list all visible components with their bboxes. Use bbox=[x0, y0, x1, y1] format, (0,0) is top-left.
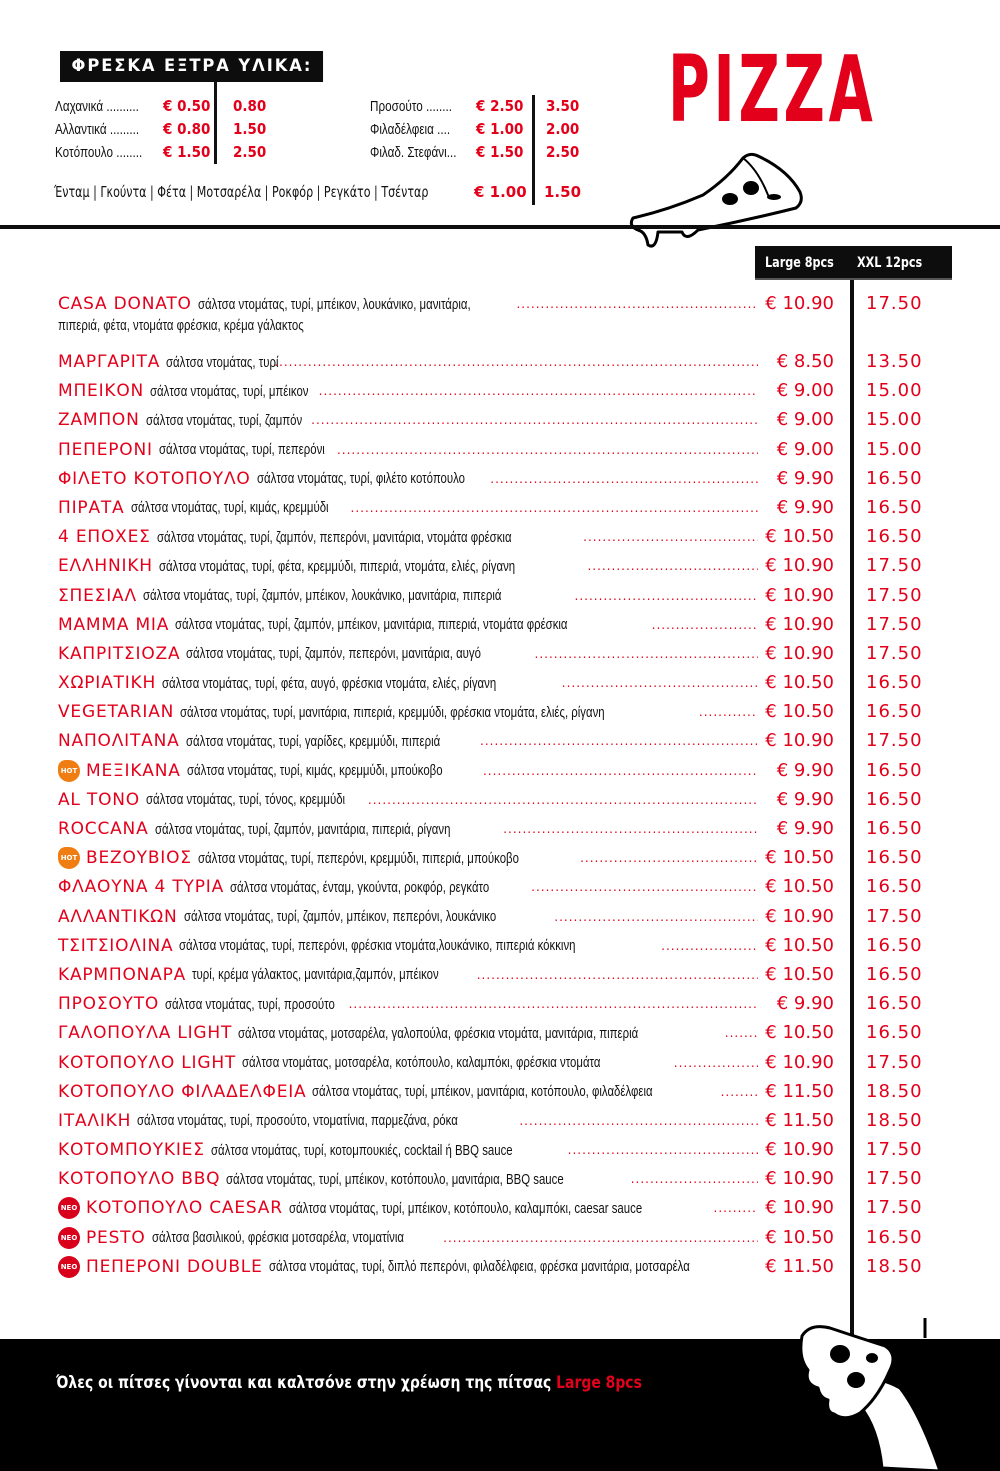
pizza-ingredients: σάλτσα ντομάτας, τυρί, μπέικον bbox=[150, 382, 309, 400]
price-large: € 10.90 bbox=[765, 1139, 834, 1161]
price-xxl: 17.50 bbox=[866, 730, 923, 752]
extra-item-name: Φιλαδέλφεια .... bbox=[370, 121, 451, 138]
pizza-ingredients: σάλτσα ντομάτας, μοτσαρέλα, κοτόπουλο, καλαμπόκι, φρέσκια ντομάτα bbox=[242, 1054, 601, 1071]
extra-price-large: € 0.80 bbox=[163, 120, 211, 138]
pizza-slice-icon bbox=[628, 150, 808, 250]
price-xxl: 15.00 bbox=[866, 438, 923, 460]
dot-leader bbox=[516, 297, 758, 311]
pizza-ingredients: σάλτσα ντομάτας, τυρί, φέτα, αυγό, φρέσκια ντομάτα, ελιές, ρίγανη bbox=[162, 674, 497, 692]
price-xxl: 16.50 bbox=[866, 672, 923, 694]
dot-leader bbox=[562, 676, 758, 690]
menu-item bbox=[58, 728, 958, 757]
price-xxl: 17.50 bbox=[866, 1051, 923, 1073]
dot-leader bbox=[480, 734, 758, 748]
menu-item bbox=[58, 758, 958, 787]
pizza-ingredients: σάλτσα ντομάτας, τυρί, κοτομπουκιές, cocktail ή BBQ sauce bbox=[210, 1141, 513, 1159]
menu-item bbox=[58, 962, 958, 991]
price-large: € 10.90 bbox=[765, 293, 834, 314]
dot-leader bbox=[337, 443, 758, 457]
pizza-name: AL TONO bbox=[58, 789, 140, 810]
pizza-ingredients: σάλτσα ντομάτας, τυρί, ζαμπόν, μανιτάρια, πιπεριά, ρίγανη bbox=[154, 820, 450, 838]
dot-leader bbox=[725, 1026, 758, 1040]
footer-note-highlight: Large 8pcs bbox=[556, 1373, 642, 1393]
price-large: € 11.50 bbox=[765, 1080, 834, 1102]
extra-price-xxl: 2.50 bbox=[233, 143, 267, 161]
dot-leader bbox=[274, 355, 758, 369]
menu-item bbox=[58, 904, 958, 933]
pizza-name: ΦΙΛΕΤΟ ΚΟΤΟΠΟΥΛΟ bbox=[58, 468, 251, 489]
extra-item bbox=[370, 118, 600, 140]
dot-leader bbox=[721, 1085, 758, 1099]
price-xxl: 16.50 bbox=[866, 467, 923, 489]
size-large-label: Large 8pcs bbox=[765, 255, 834, 271]
extra-item-name: Προσούτο ........ bbox=[370, 98, 452, 115]
extra-item bbox=[55, 118, 285, 140]
pizza-name: ΝΑΠΟΛΙΤΑΝΑ bbox=[58, 731, 180, 752]
extra-cheeses-row bbox=[54, 181, 582, 203]
pizza-name: ΚΟΤΟΠΟΥΛΟ ΦΙΛΑΔΕΛΦΕΙΑ bbox=[58, 1081, 307, 1102]
dot-leader bbox=[535, 647, 759, 661]
pizza-name: ΜΑΡΓΑΡΙΤΑ bbox=[58, 352, 161, 372]
price-large: € 9.90 bbox=[776, 788, 834, 810]
price-large: € 11.50 bbox=[765, 1255, 834, 1277]
pizza-name: ΣΠΕΣΙΑΛ bbox=[58, 585, 137, 606]
price-xxl: 16.50 bbox=[866, 701, 923, 723]
price-large: € 10.50 bbox=[765, 672, 834, 694]
menu-item bbox=[58, 1020, 958, 1049]
new-badge-icon: NEO bbox=[58, 1256, 80, 1278]
price-xxl: 16.50 bbox=[866, 963, 923, 985]
pizza-ingredients-continued: πιπεριά, φέτα, ντομάτα φρέσκια, κρέμα γάλακτος bbox=[58, 317, 304, 334]
dot-leader bbox=[631, 1172, 758, 1186]
menu-item bbox=[58, 816, 958, 845]
price-large: € 9.90 bbox=[776, 759, 834, 781]
header-divider bbox=[0, 225, 1000, 229]
menu-item bbox=[58, 407, 958, 436]
pizza-ingredients: σάλτσα ντομάτας, τυρί, ζαμπόν, πεπερόνι, μανιτάρια, ντομάτα φρέσκια bbox=[156, 528, 512, 546]
pizza-name: ΕΛΛΗΝΙΚΗ bbox=[58, 556, 153, 577]
dot-leader bbox=[311, 413, 758, 427]
pizza-ingredients: σάλτσα ντομάτας, τυρί, μπέικον, μανιτάρια, κοτόπουλο, φιλαδέλφεια bbox=[312, 1083, 654, 1101]
pizza-ingredients: σάλτσα ντομάτας, τυρί, διπλό πεπερόνι, φιλαδέλφεια, φρέσκα μανιτάρια, μοτσαρέλα bbox=[268, 1258, 690, 1276]
pizza-ingredients: σάλτσα ντομάτας, τυρί, μανιτάρια, πιπεριά, κρεμμύδι, φρέσκια ντομάτα, ελιές, ρίγανη bbox=[180, 703, 605, 721]
pizza-name: ΚΟΤΟΠΟΥΛΟ BBQ bbox=[58, 1169, 221, 1190]
price-xxl: 17.50 bbox=[866, 293, 923, 314]
price-large: € 10.90 bbox=[765, 613, 834, 635]
price-large: € 10.90 bbox=[765, 905, 834, 927]
menu-item bbox=[58, 874, 958, 903]
menu-item bbox=[58, 1225, 958, 1254]
pizza-ingredients: σάλτσα ντομάτας, τυρί, πεπερόνι, κρεμμύδι, πιπεριά, μπούκοβο bbox=[197, 849, 519, 867]
pizza-ingredients: σάλτσα ντομάτας, τυρί, κιμάς, κρεμμύδι bbox=[130, 499, 329, 517]
menu-item bbox=[58, 583, 958, 612]
menu-item bbox=[58, 553, 958, 582]
pizza-name: ΚΟΤΟΜΠΟΥΚΙΕΣ bbox=[58, 1140, 205, 1161]
footer-note bbox=[56, 1373, 642, 1393]
pizza-ingredients: σάλτσα ντομάτας, τυρί, ζαμπόν, πεπερόνι, μανιτάρια, αυγό bbox=[186, 645, 482, 663]
price-xxl: 17.50 bbox=[866, 1139, 923, 1161]
pizza-ingredients: σάλτσα ντομάτας, τυρί, μπέικον, κοτόπουλο, καλαμπόκι, caesar sauce bbox=[288, 1199, 643, 1217]
extra-price-xxl: 0.80 bbox=[233, 97, 267, 115]
extra-item-name: Φιλαδ. Στεφάνι... bbox=[370, 144, 457, 161]
menu-item bbox=[58, 524, 958, 553]
price-xxl: 18.50 bbox=[866, 1255, 923, 1277]
pizza-ingredients: σάλτσα ντομάτας, τυρί, ζαμπόν, μπέικον, λουκάνικο, μανιτάρια, πιπεριά bbox=[142, 587, 502, 604]
pizza-ingredients: σάλτσα ντομάτας, τυρί, γαρίδες, κρεμμύδι, πιπεριά bbox=[185, 732, 440, 750]
pizza-ingredients: σάλτσα ντομάτας, τυρί, πεπερόνι bbox=[158, 441, 325, 459]
dot-leader bbox=[351, 501, 759, 515]
pizza-name: ΖΑΜΠΟΝ bbox=[58, 410, 140, 431]
price-large: € 9.90 bbox=[776, 818, 834, 839]
pizza-name: ΜΑΜΜΑ ΜΙΑ bbox=[58, 614, 170, 635]
price-large: € 10.90 bbox=[765, 642, 834, 664]
extra-price-large: € 1.50 bbox=[163, 143, 211, 161]
menu-item bbox=[58, 845, 958, 874]
price-xxl: 17.50 bbox=[866, 584, 923, 606]
price-large: € 10.50 bbox=[765, 526, 834, 548]
price-xxl: 16.50 bbox=[866, 526, 923, 548]
price-large: € 10.50 bbox=[765, 963, 834, 985]
dot-leader bbox=[568, 1143, 758, 1157]
price-large: € 9.00 bbox=[776, 380, 834, 402]
pizza-name: PESTO bbox=[86, 1227, 146, 1248]
pizza-name: ΜΕΞΙΚΑΝΑ bbox=[86, 760, 181, 781]
pizza-ingredients: σάλτσα ντομάτας, τυρί, ζαμπόν bbox=[145, 411, 302, 429]
extra-item-name: Αλλαντικά ......... bbox=[55, 121, 140, 138]
price-large: € 9.00 bbox=[776, 409, 834, 431]
pizza-name: ΠΕΠΕΡΟΝΙ DOUBLE bbox=[86, 1256, 263, 1277]
hand-holding-pizza-icon bbox=[790, 1318, 970, 1471]
pizza-name: ΠΕΠΕΡΟΝΙ bbox=[58, 439, 153, 460]
menu-item bbox=[58, 1108, 958, 1137]
price-large: € 10.90 bbox=[765, 1051, 834, 1073]
pizza-ingredients: σάλτσα ντομάτας, τυρί, μπέικον, λουκάνικο, μανιτάρια, bbox=[197, 295, 471, 313]
dot-leader bbox=[583, 530, 758, 544]
menu-item bbox=[58, 1137, 958, 1166]
dot-leader bbox=[443, 1231, 758, 1245]
menu-item bbox=[58, 1195, 958, 1224]
size-column-header bbox=[755, 246, 952, 280]
dot-leader bbox=[554, 910, 758, 924]
price-large: € 10.90 bbox=[765, 1168, 834, 1190]
dot-leader bbox=[349, 997, 758, 1011]
dot-leader bbox=[580, 851, 758, 865]
price-large: € 10.50 bbox=[765, 847, 834, 869]
price-large: € 10.90 bbox=[765, 1197, 834, 1219]
pizza-name: ΜΠΕΙΚΟΝ bbox=[58, 381, 145, 402]
pizza-ingredients: σάλτσα ντομάτας, τυρί, προσούτο, ντοματίνια, παρμεζάνα, ρόκα bbox=[137, 1112, 459, 1130]
price-xxl: 13.50 bbox=[866, 351, 923, 372]
pizza-name: ΠΙΡΑΤΑ bbox=[58, 497, 125, 518]
extra-price-xxl: 3.50 bbox=[546, 97, 580, 115]
menu-item bbox=[58, 349, 958, 378]
dot-leader bbox=[575, 589, 758, 603]
price-large: € 9.90 bbox=[776, 993, 834, 1015]
dot-leader bbox=[319, 384, 758, 398]
menu-item bbox=[58, 670, 958, 699]
price-large: € 9.90 bbox=[776, 467, 834, 489]
price-xxl: 15.00 bbox=[866, 409, 923, 431]
price-xxl: 17.50 bbox=[866, 905, 923, 927]
price-xxl: 18.50 bbox=[866, 1109, 923, 1131]
extra-item bbox=[55, 95, 285, 117]
pizza-name: ROCCANA bbox=[58, 819, 149, 839]
pizza-name: ΑΛΛΑΝΤΙΚΩΝ bbox=[58, 906, 178, 927]
pizza-ingredients: σάλτσα ντομάτας, τυρί bbox=[166, 353, 279, 371]
extra-price-large: € 1.50 bbox=[476, 143, 524, 161]
price-xxl: 17.50 bbox=[866, 555, 923, 577]
extra-price-xxl: 2.00 bbox=[546, 120, 580, 138]
pizza-name: ΧΩΡΙΑΤΙΚΗ bbox=[58, 673, 157, 694]
price-large: € 10.50 bbox=[765, 701, 834, 723]
pizza-ingredients: σάλτσα ντομάτας, τυρί, μπέικον, κοτόπουλο, μανιτάρια, BBQ sauce bbox=[226, 1170, 565, 1188]
footer-note-text: Όλες οι πίτσες γίνονται και καλτσόνε στην χρέωση της πίτσας bbox=[56, 1373, 552, 1393]
menu-item bbox=[58, 1254, 958, 1283]
dot-leader bbox=[368, 793, 758, 807]
price-xxl: 17.50 bbox=[866, 613, 923, 635]
dot-leader bbox=[477, 968, 758, 982]
pizza-name: ΙΤΑΛΙΚΗ bbox=[58, 1110, 132, 1131]
extra-item bbox=[370, 141, 600, 163]
pizza-ingredients: σάλτσα ντομάτας, τυρί, φιλέτο κοτόπουλο bbox=[256, 470, 465, 488]
price-xxl: 16.50 bbox=[866, 818, 923, 839]
menu-item bbox=[58, 933, 958, 962]
pizza-ingredients: τυρί, κρέμα γάλακτος, μανιτάρια,ζαμπόν, μπέικον bbox=[192, 966, 439, 984]
pizza-ingredients: σάλτσα ντομάτας, τυρί, ζαμπόν, μπέικον, πεπερόνι, λουκάνικο bbox=[183, 908, 496, 926]
extra-price-large: € 2.50 bbox=[476, 97, 524, 115]
price-xxl: 17.50 bbox=[866, 1168, 923, 1190]
extra-price-xxl: 1.50 bbox=[544, 183, 582, 201]
menu-item bbox=[58, 991, 958, 1020]
page-title: PIZZA bbox=[668, 36, 877, 143]
dot-leader bbox=[503, 822, 758, 836]
size-xxl-label: XXL 12pcs bbox=[857, 255, 923, 271]
price-xxl: 16.50 bbox=[866, 993, 923, 1015]
menu-item bbox=[58, 1079, 958, 1108]
extra-price-xxl: 2.50 bbox=[546, 143, 580, 161]
dot-leader bbox=[531, 880, 758, 894]
extra-item bbox=[370, 95, 600, 117]
price-xxl: 16.50 bbox=[866, 759, 923, 781]
pizza-name: ΤΣΙΤΣΙΟΛΙΝΑ bbox=[58, 935, 174, 956]
new-badge-icon: NEO bbox=[58, 1227, 80, 1249]
extra-price-large: € 0.50 bbox=[163, 97, 211, 115]
dot-leader bbox=[519, 1114, 758, 1128]
price-xxl: 15.00 bbox=[866, 380, 923, 402]
extra-price-xxl: 1.50 bbox=[233, 120, 267, 138]
dot-leader bbox=[661, 939, 758, 953]
menu-item bbox=[58, 1166, 958, 1195]
dot-leader bbox=[587, 559, 758, 573]
price-large: € 10.50 bbox=[765, 1226, 834, 1248]
pizza-name: ΠΡΟΣΟΥΤΟ bbox=[58, 994, 160, 1015]
pizza-menu-list bbox=[58, 291, 958, 1283]
menu-item bbox=[58, 787, 958, 816]
pizza-ingredients: σάλτσα ντομάτας, μοτσαρέλα, γαλοπούλα, φρέσκια ντομάτα, μανιτάρια, πιπεριά bbox=[238, 1024, 639, 1042]
price-large: € 9.00 bbox=[776, 438, 834, 460]
pizza-name: ΒΕΖΟΥΒΙΟΣ bbox=[86, 848, 192, 869]
price-xxl: 16.50 bbox=[866, 1022, 923, 1044]
price-large: € 11.50 bbox=[765, 1109, 834, 1131]
price-large: € 9.90 bbox=[776, 496, 834, 518]
pizza-name: 4 ΕΠΟΧΕΣ bbox=[58, 527, 151, 548]
pizza-ingredients: σάλτσα βασιλικού, φρέσκια μοτσαρέλα, ντοματίνια bbox=[151, 1229, 404, 1247]
extra-cheeses-names: Ένταμ | Γκούντα | Φέτα | Μοτσαρέλα | Ροκφόρ | Ρεγκάτο | Τσένταρ bbox=[54, 183, 429, 201]
price-xxl: 17.50 bbox=[866, 1197, 923, 1219]
menu-item bbox=[58, 495, 958, 524]
menu-item bbox=[58, 466, 958, 495]
price-xxl: 16.50 bbox=[866, 788, 923, 810]
extras-heading: ΦΡΕΣΚΑ ΕΞΤΡΑ ΥΛΙΚΑ: bbox=[60, 51, 323, 82]
pizza-ingredients: σάλτσα ντομάτας, τυρί, πεπερόνι, φρέσκια ντομάτα,λουκάνικο, πιπεριά κόκκινη bbox=[179, 937, 576, 955]
extra-price-large: € 1.00 bbox=[474, 183, 527, 201]
dot-leader bbox=[652, 618, 758, 632]
dot-leader bbox=[483, 764, 758, 778]
pizza-ingredients: σάλτσα ντομάτας, τυρί, κιμάς, κρεμμύδι, μπούκοβο bbox=[186, 762, 443, 780]
pizza-name: ΓΑΛΟΠΟΥΛΑ LIGHT bbox=[58, 1023, 233, 1044]
price-xxl: 16.50 bbox=[866, 847, 923, 869]
price-large: € 10.50 bbox=[765, 934, 834, 956]
pizza-name: ΚΟΤΟΠΟΥΛΟ LIGHT bbox=[58, 1052, 237, 1073]
price-large: € 10.90 bbox=[765, 584, 834, 606]
pizza-ingredients: σάλτσα ντομάτας, ένταμ, γκούντα, ροκφόρ, ρεγκάτο bbox=[230, 878, 490, 896]
price-large: € 10.90 bbox=[765, 730, 834, 752]
dot-leader bbox=[490, 472, 758, 486]
menu-item bbox=[58, 612, 958, 641]
menu-item bbox=[58, 699, 958, 728]
pizza-ingredients: σάλτσα ντομάτας, τυρί, ζαμπόν, μπέικον, μανιτάρια, πιπεριά, ντομάτα φρέσκια bbox=[175, 616, 568, 634]
price-xxl: 16.50 bbox=[866, 496, 923, 518]
dot-leader bbox=[699, 705, 758, 719]
price-large: € 8.50 bbox=[776, 351, 834, 372]
extra-item bbox=[55, 141, 285, 163]
dot-leader bbox=[674, 1056, 758, 1070]
extra-item-name: Κοτόπουλο ........ bbox=[55, 144, 143, 161]
pizza-ingredients: σάλτσα ντομάτας, τυρί, φέτα, κρεμμύδι, πιπεριά, ντομάτα, ελιές, ρίγανη bbox=[158, 557, 515, 575]
price-xxl: 16.50 bbox=[866, 1226, 923, 1248]
pizza-name: ΚΑΡΜΠΟΝΑΡΑ bbox=[58, 964, 187, 985]
extra-item-name: Λαχανικά .......... bbox=[55, 98, 139, 115]
hot-badge-icon: HOT bbox=[58, 760, 80, 782]
pizza-name: ΚΟΤΟΠΟΥΛΟ CAESAR bbox=[86, 1198, 283, 1219]
pizza-name: ΚΑΠΡΙΤΣΙΟΖΑ bbox=[58, 643, 181, 664]
price-xxl: 16.50 bbox=[866, 876, 923, 898]
price-xxl: 16.50 bbox=[866, 934, 923, 956]
price-large: € 10.50 bbox=[765, 876, 834, 898]
menu-item bbox=[58, 641, 958, 670]
price-xxl: 17.50 bbox=[866, 642, 923, 664]
menu-item bbox=[58, 378, 958, 407]
menu-item bbox=[58, 437, 958, 466]
price-large: € 10.90 bbox=[765, 555, 834, 577]
pizza-ingredients: σάλτσα ντομάτας, τυρί, τόνος, κρεμμύδι bbox=[145, 791, 346, 809]
pizza-name: VEGETARIAN bbox=[58, 702, 175, 723]
new-badge-icon: NEO bbox=[58, 1197, 80, 1219]
pizza-name: CASA DONATO bbox=[58, 294, 192, 314]
menu-item bbox=[58, 291, 958, 349]
hot-badge-icon: HOT bbox=[58, 847, 80, 869]
price-large: € 10.50 bbox=[765, 1022, 834, 1044]
dot-leader bbox=[714, 1201, 758, 1215]
menu-item bbox=[58, 1050, 958, 1079]
extra-price-large: € 1.00 bbox=[476, 120, 524, 138]
price-xxl: 18.50 bbox=[866, 1080, 923, 1102]
pizza-ingredients: σάλτσα ντομάτας, τυρί, προσούτο bbox=[165, 995, 335, 1013]
pizza-name: ΦΛΑΟΥΝΑ 4 ΤΥΡΙΑ bbox=[58, 877, 225, 898]
